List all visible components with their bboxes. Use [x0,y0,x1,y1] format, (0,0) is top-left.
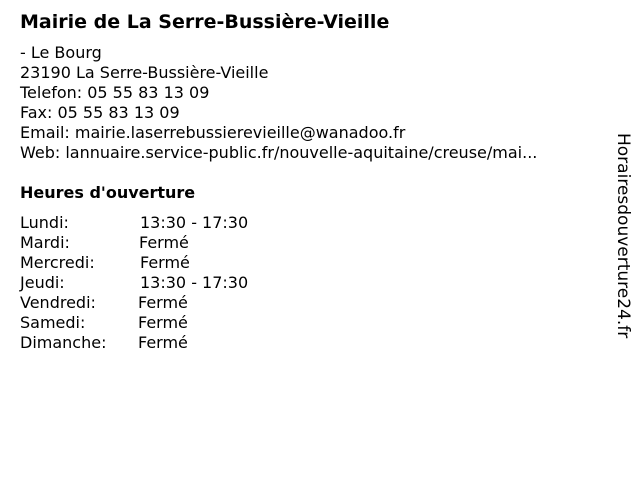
hours-day: Samedi: [20,313,86,332]
page-title: Mairie de La Serre-Bussière-Vieille [20,11,390,33]
phone-line: Telefon: 05 55 83 13 09 [20,83,210,102]
hours-day: Lundi: [20,213,69,232]
email-line: Email: mairie.laserrebussierevieille@wanadoo.fr [20,123,406,142]
hours-time: Fermé [138,293,188,312]
hours-day: Mercredi: [20,253,95,272]
hours-time: Fermé [139,233,189,252]
web-line: Web: lannuaire.service-public.fr/nouvelle-aquitaine/creuse/mai... [20,143,538,162]
contact-info [20,43,537,163]
hours-day: Dimanche: [20,333,107,352]
hours-time: Fermé [138,313,188,332]
hours-day: Jeudi: [20,273,65,292]
address-street: - Le Bourg [20,43,102,62]
fax-line: Fax: 05 55 83 13 09 [20,103,180,122]
hours-time: 13:30 - 17:30 [140,213,249,232]
hours-time: Fermé [138,333,188,352]
site-watermark: Horairesdouverture24.fr [613,133,633,339]
address-city: 23190 La Serre-Bussière-Vieille [20,63,269,82]
hours-time: 13:30 - 17:30 [140,273,249,292]
hours-day: Vendredi: [20,293,96,312]
hours-time: Fermé [140,253,190,272]
hours-day: Mardi: [20,233,70,252]
hours-heading: Heures d'ouverture [20,183,196,202]
